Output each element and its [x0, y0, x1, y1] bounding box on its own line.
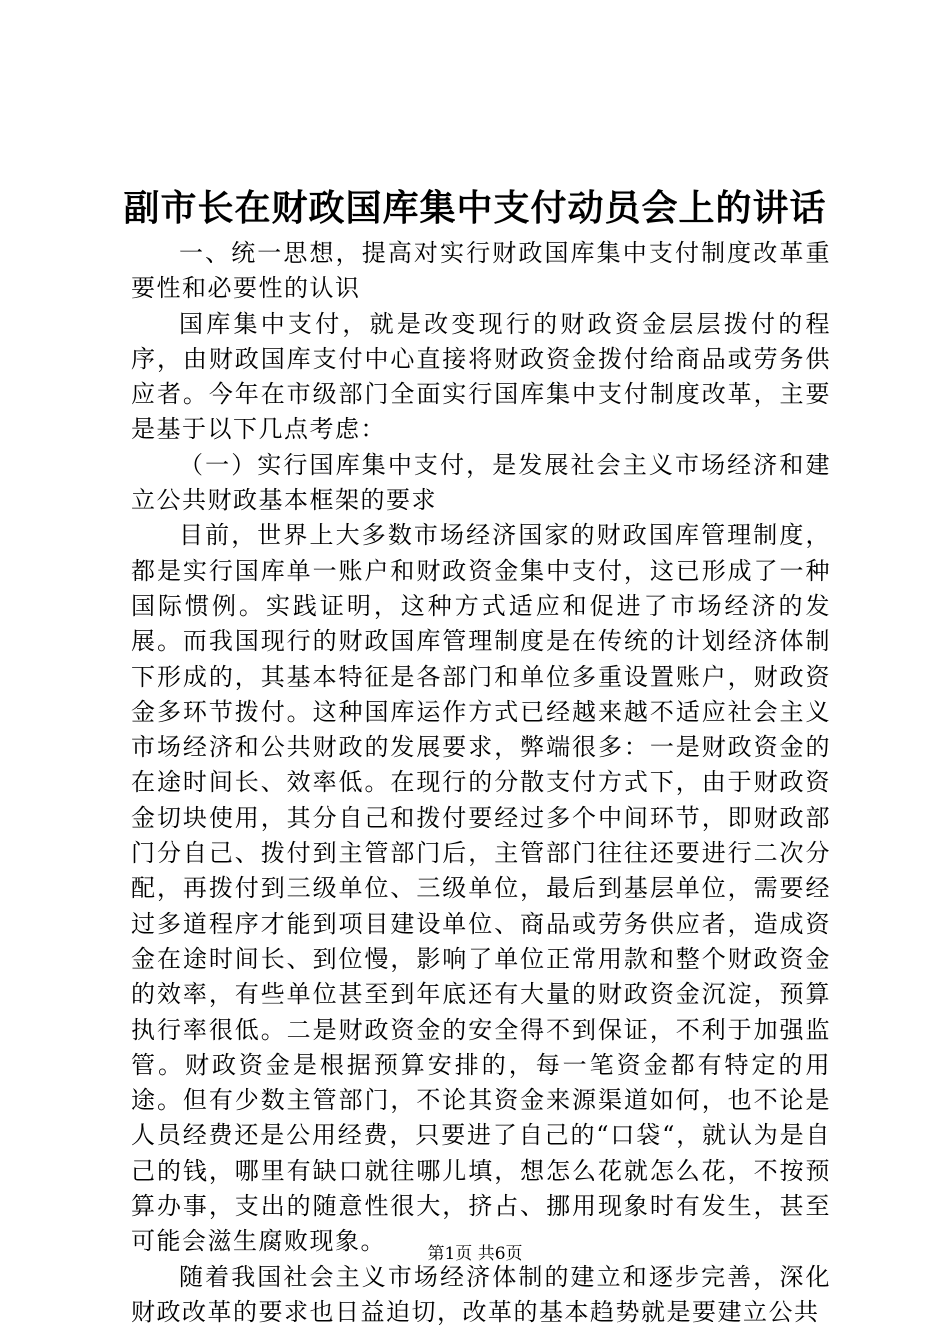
document-body [131, 236, 831, 1330]
document-title: 副市长在财政国库集中支付动员会上的讲话 [123, 187, 827, 229]
subsection-heading: （一）实行国库集中支付，是发展社会主义市场经济和建立公共财政基本框架的要求 [131, 450, 831, 515]
body-paragraph: 随着我国社会主义市场经济体制的建立和逐步完善，深化财政改革的要求也日益迫切，改革的基本趋势就是要建立公共 [131, 1262, 831, 1326]
page-number-footer: 第1页 共6页 [427, 1244, 523, 1264]
body-paragraph: 国库集中支付，就是改变现行的财政资金层层拨付的程序，由财政国库支付中心直接将财政资金拨付给商品或劳务供应者。今年在市级部门全面实行国库集中支付制度改革，主要是基于以下几点考虑： [131, 309, 831, 444]
body-paragraph: 目前，世界上大多数市场经济国家的财政国库管理制度，都是实行国库单一账户和财政资金集中支付，这已形成了一种国际惯例。实践证明，这种方式适应和促进了市场经济的发展。而我国现行的财政国库管理制度是在传统的计划经济体制下形成的，其基本特征是各部门和单位多重设置账户，财政资金多环节拨付。这种国库运作方式已经越来越不适应社会主义市场经济和公共财政的发展要求，弊端很多：一是财政资金的在途时间长、效率低。在现行的分散支付方式下，由于财政资金切块使用，其分自己和拨付要经过多个中间环节，即财政部门分自己、拨付到主管部门后，主管部门往往还要进行二次分配，再拨付到三级单位、三级单位，最后到基层单位，需要经过多道程序才能到项目建设单位、商品或劳务供应者，造成资金在途时间长、到位慢，影响了单位正常用款和整个财政资金的效率，有些单位甚至到年底还有大量的财政资金沉淀，预算执行率很低。二是财政资金的安全得不到保证，不利于加强监管。财政资金是根据预算安排的，每一笔资金都有特定的用途。但有少数主管部门，不论其资金来源渠道如何，也不论是人员经费还是公用经费，只要进了自己的“口袋“，就认为是自己的钱，哪里有缺口就往哪儿填，想怎么花就怎么花，不按预算办事，支出的随意性很大，挤占、挪用现象时有发生，甚至可能会滋生腐败现象。 [131, 521, 831, 1256]
section-heading: 一、统一思想，提高对实行财政国库集中支付制度改革重要性和必要性的认识 [131, 239, 831, 303]
